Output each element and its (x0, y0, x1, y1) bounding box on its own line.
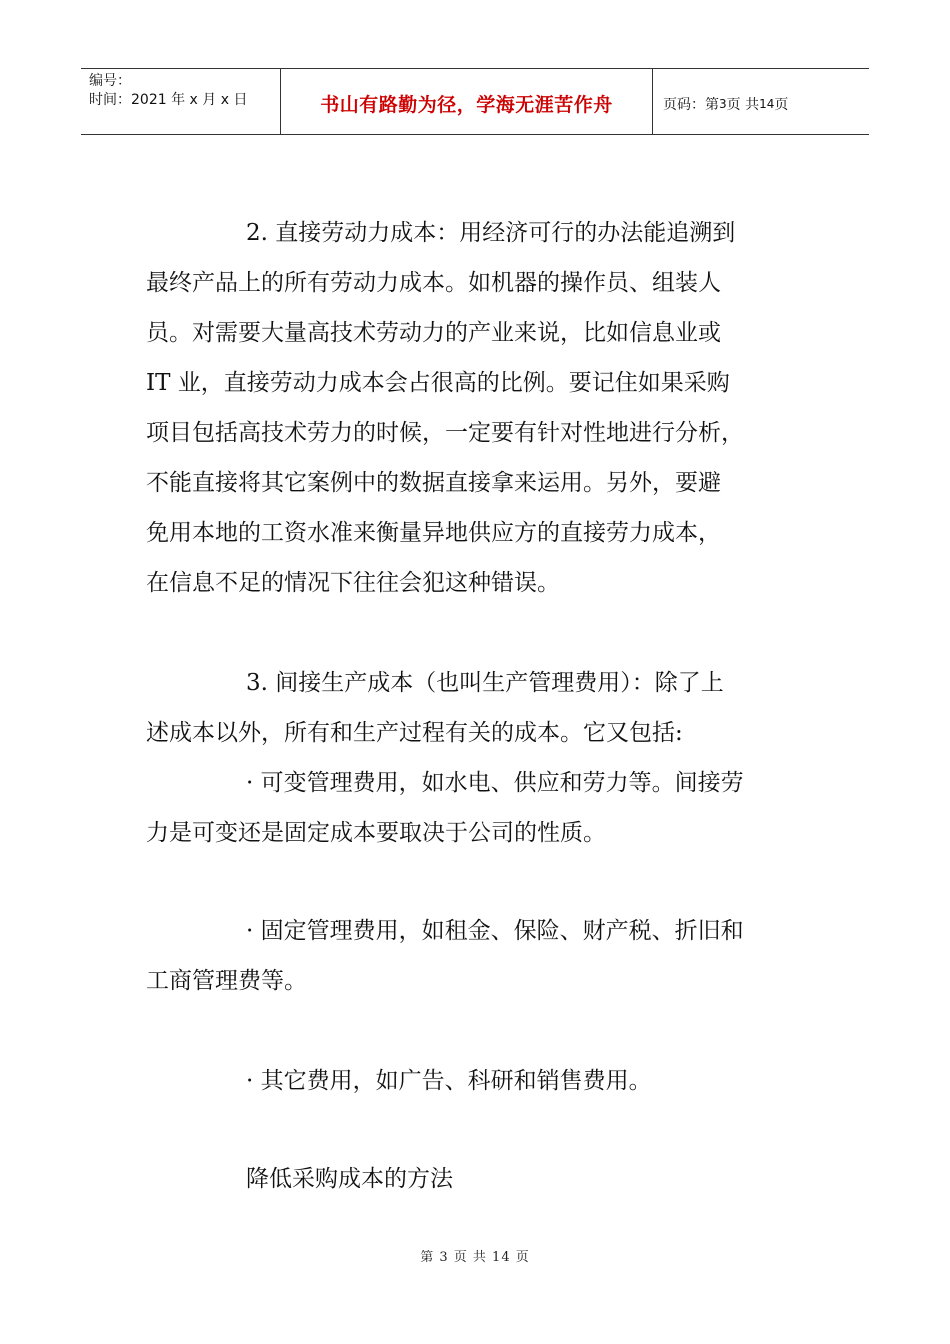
text-line: 述成本以外，所有和生产过程有关的成本。它又包括: (146, 720, 683, 746)
motto-text: 书山有路勤为径，学海无涯苦作舟 (320, 94, 613, 116)
text-line: 不能直接将其它案例中的数据直接拿来运用。另外，要避 (146, 470, 721, 496)
text-line: · 可变管理费用，如水电、供应和劳力等。间接劳 (246, 770, 744, 796)
paragraph-fixed-overhead (146, 906, 806, 1006)
text-line: 2. 直接劳动力成本：用经济可行的办法能追溯到 (246, 220, 736, 246)
text-line: 在信息不足的情况下往往会犯这种错误。 (146, 570, 560, 596)
header-page-cell (653, 69, 869, 134)
text-line: 免用本地的工资水准来衡量异地供应方的直接劳力成本， (146, 520, 721, 546)
page-prefix: 页码：第 (663, 96, 719, 113)
text-line: 工商管理费等。 (146, 968, 307, 994)
text-line: 项目包括高技术劳力的时候，一定要有针对性地进行分析， (146, 420, 744, 446)
page-mid: 页 共 (726, 96, 760, 113)
text-line: 最终产品上的所有劳动力成本。如机器的操作员、组装人 (146, 270, 721, 296)
paragraph-other-expenses (146, 1056, 806, 1106)
document-header (81, 68, 869, 135)
section-heading-reduce-cost (146, 1154, 806, 1204)
paragraph-indirect-cost (146, 658, 806, 758)
text-line: 力是可变还是固定成本要取决于公司的性质。 (146, 820, 606, 846)
header-meta-cell (81, 69, 281, 134)
page-suffix: 页 (774, 96, 789, 113)
code-label: 编号： (89, 73, 131, 89)
text-line: 员。对需要大量高技术劳动力的产业来说，比如信息业或 (146, 320, 721, 346)
page-total: 14 (759, 96, 775, 111)
header-motto-cell (281, 69, 653, 134)
text-line: 3. 间接生产成本（也叫生产管理费用）：除了上 (246, 670, 724, 696)
page-current: 3 (719, 96, 727, 111)
paragraph-direct-labor (146, 208, 806, 608)
text-line: · 固定管理费用，如租金、保险、财产税、折旧和 (246, 918, 744, 944)
page-footer: 第 3 页 共 14 页 (420, 1250, 530, 1265)
text-line: 降低采购成本的方法 (246, 1166, 453, 1192)
text-line: IT 业，直接劳动力成本会占很高的比例。要记住如果采购 (146, 370, 730, 396)
paragraph-variable-overhead (146, 758, 806, 858)
time-label: 时间：2021 年 x 月 x 日 (89, 92, 248, 108)
text-line: · 其它费用，如广告、科研和销售费用。 (246, 1068, 652, 1094)
